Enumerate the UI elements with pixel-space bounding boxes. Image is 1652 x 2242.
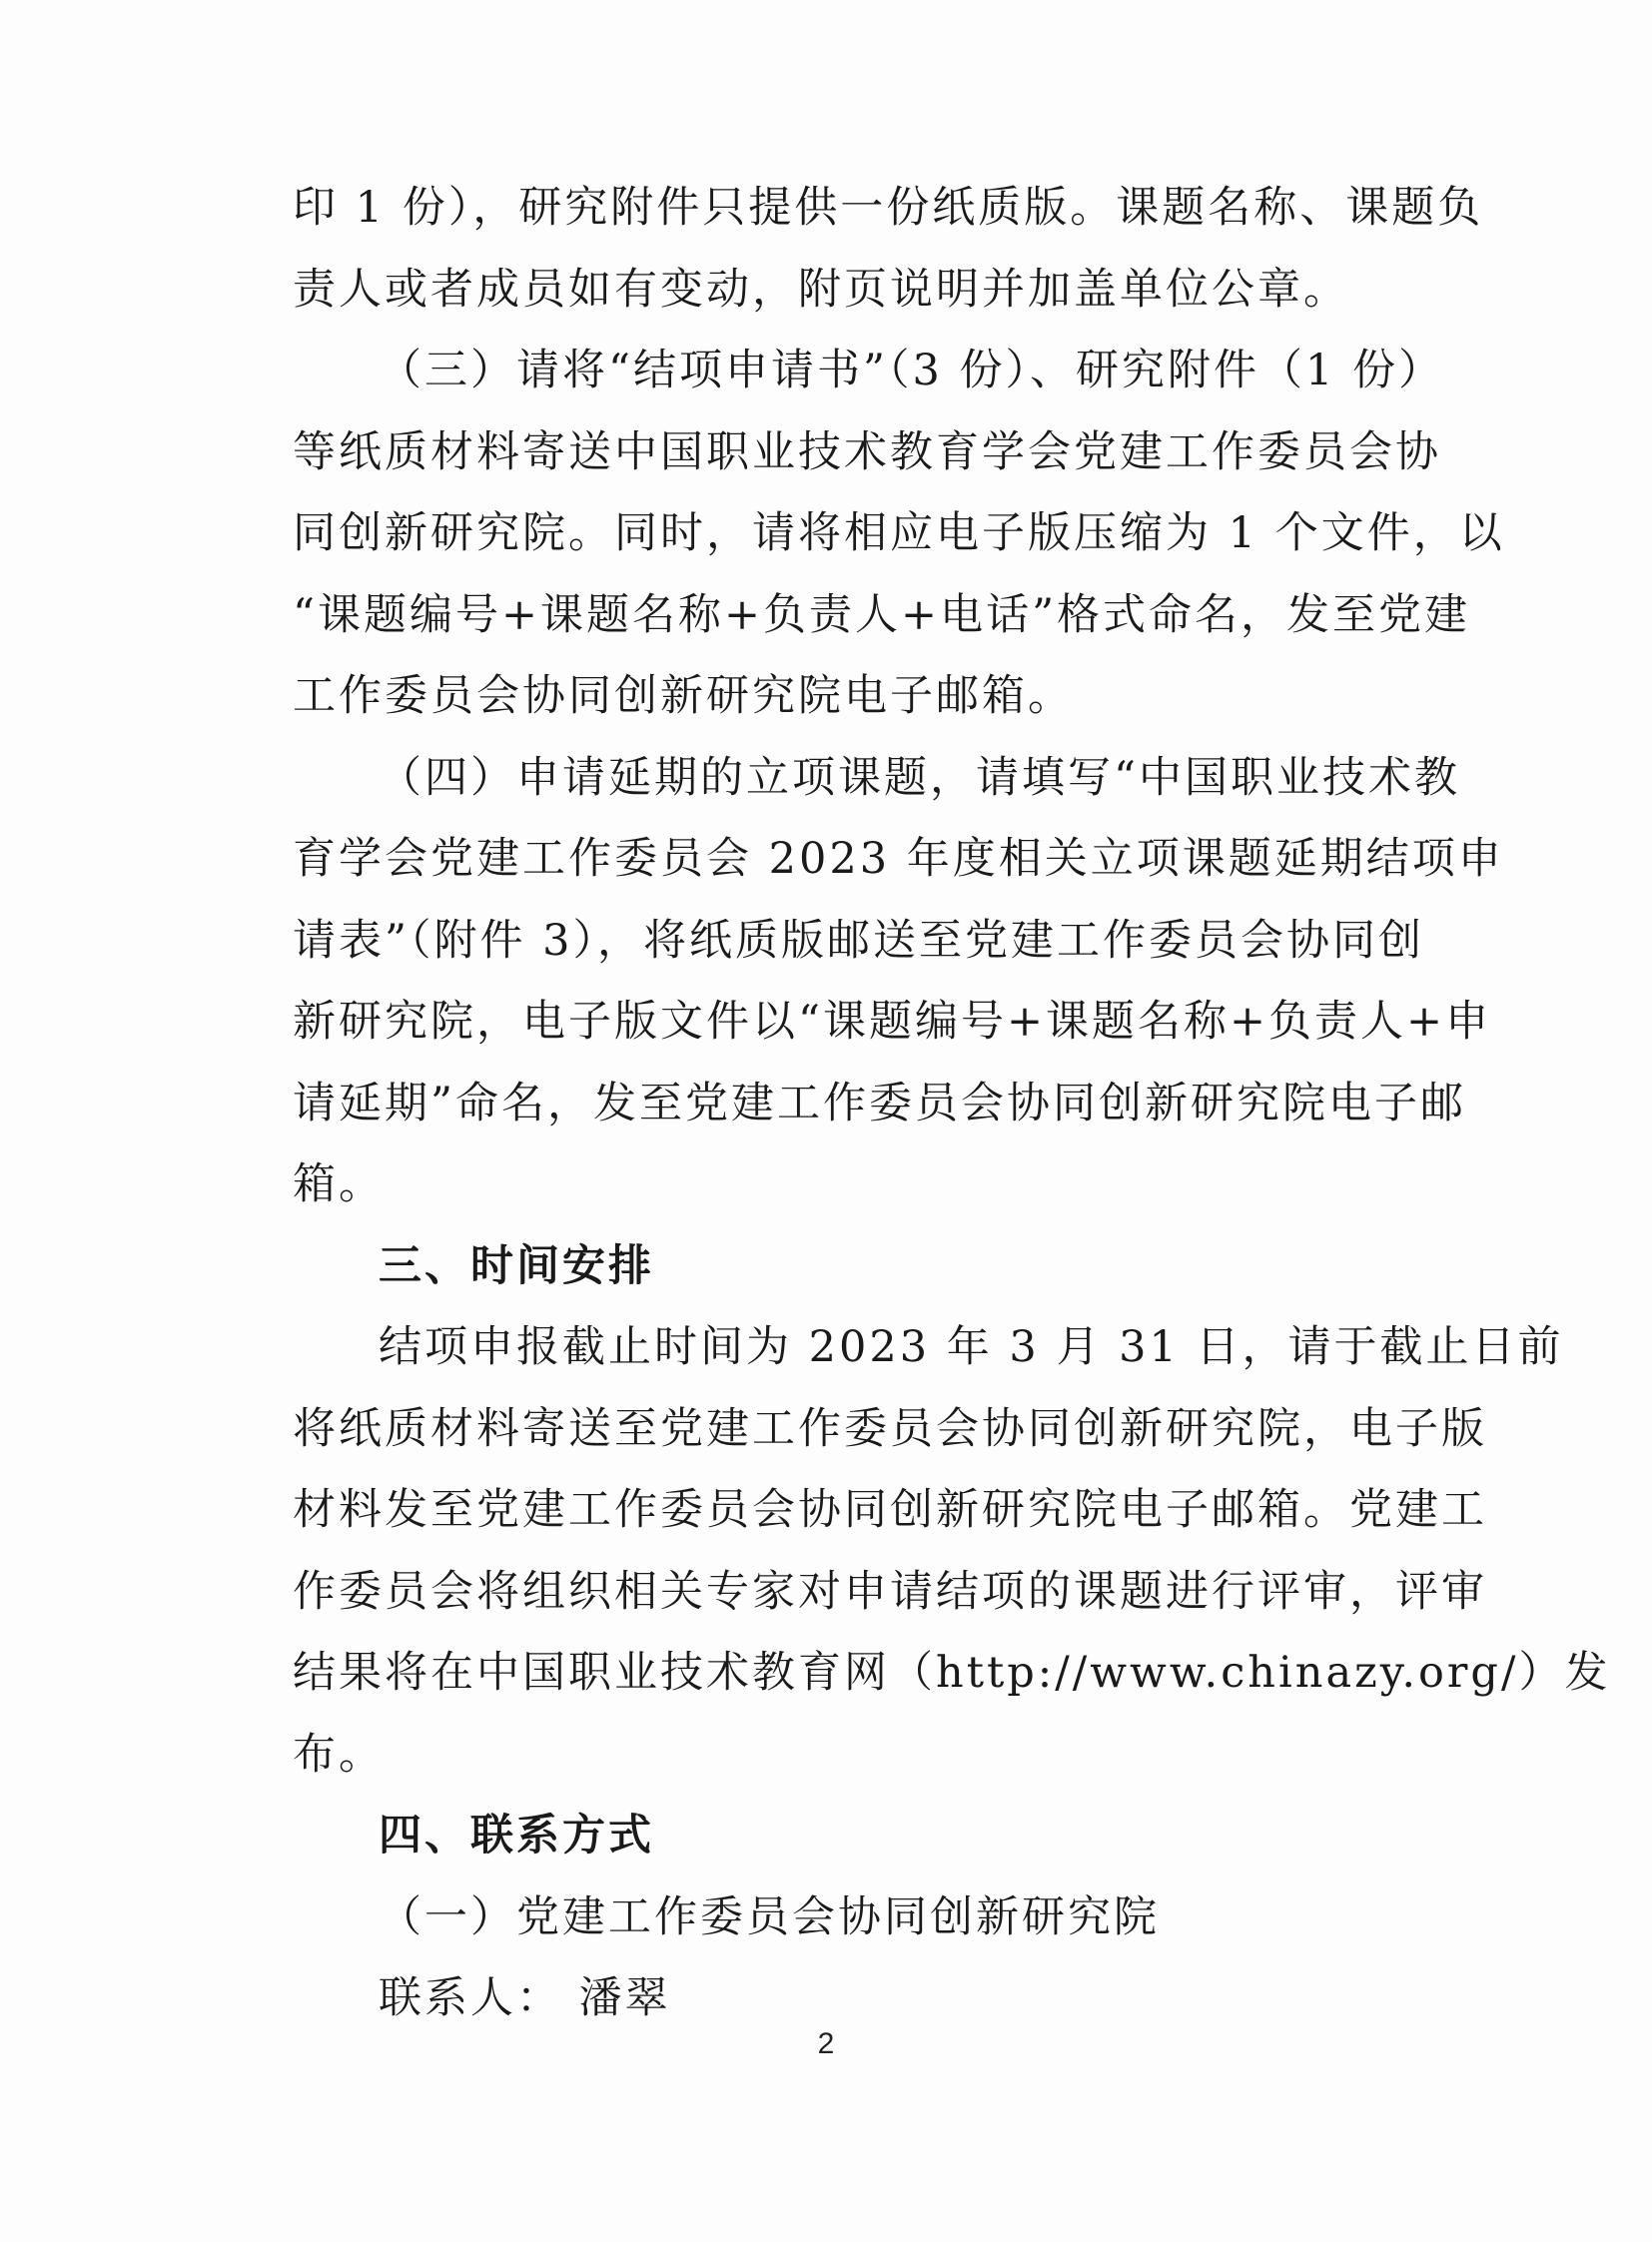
paragraph-line: 结果将在中国职业技术教育网（http://www.chinazy.org/）发: [293, 1648, 1611, 1698]
paragraph-line: 工作委员会协同创新研究院电子邮箱。: [293, 671, 1074, 721]
section-heading-contact: 四、联系方式: [379, 1811, 654, 1861]
paragraph-line: 责人或者成员如有变动，附页说明并加盖单位公章。: [293, 264, 1349, 315]
paragraph-line: 育学会党建工作委员会 2023 年度相关立项课题延期结项申: [293, 834, 1504, 884]
paragraph-line: （四）申请延期的立项课题，请填写“中国职业技术教: [379, 752, 1460, 803]
paragraph-line: 作委员会将组织相关专家对申请结项的课题进行评审，评审: [293, 1566, 1487, 1617]
paragraph-line: 箱。: [293, 1159, 385, 1209]
paragraph-line: 印 1 份），研究附件只提供一份纸质版。课题名称、课题负: [293, 183, 1484, 233]
paragraph-line: 请延期”命名，发至党建工作委员会协同创新研究院电子邮: [293, 1078, 1466, 1128]
paragraph-line: 新研究院，电子版文件以“课题编号+课题名称+负责人+申: [293, 997, 1492, 1047]
contact-person-line: 联系人： 潘翠: [379, 1973, 671, 2023]
section-heading-schedule: 三、时间安排: [379, 1240, 654, 1291]
paragraph-line: 结项申报截止时间为 2023 年 3 月 31 日，请于截止日前: [379, 1322, 1564, 1372]
paragraph-line: 同创新研究院。同时，请将相应电子版压缩为 1 个文件，以: [293, 508, 1505, 558]
paragraph-line: 布。: [293, 1729, 385, 1780]
paragraph-line: （一）党建工作委员会协同创新研究院: [379, 1891, 1160, 1942]
paragraph-line: 等纸质材料寄送中国职业技术教育学会党建工作委员会协: [293, 426, 1441, 477]
paragraph-line: （三）请将“结项申请书”（3 份）、研究附件（1 份）: [379, 346, 1445, 395]
paragraph-line: 将纸质材料寄送至党建工作委员会协同创新研究院，电子版: [293, 1403, 1487, 1454]
paragraph-line: “课题编号+课题名称+负责人+电话”格式命名，发至党建: [293, 589, 1471, 640]
paragraph-line: 请表”（附件 3），将纸质版邮送至党建工作委员会协同创: [293, 915, 1425, 966]
document-body: [293, 168, 1611, 2040]
paragraph-line: 材料发至党建工作委员会协同创新研究院电子邮箱。党建工: [293, 1485, 1487, 1535]
page-number: 2: [817, 2027, 835, 2060]
